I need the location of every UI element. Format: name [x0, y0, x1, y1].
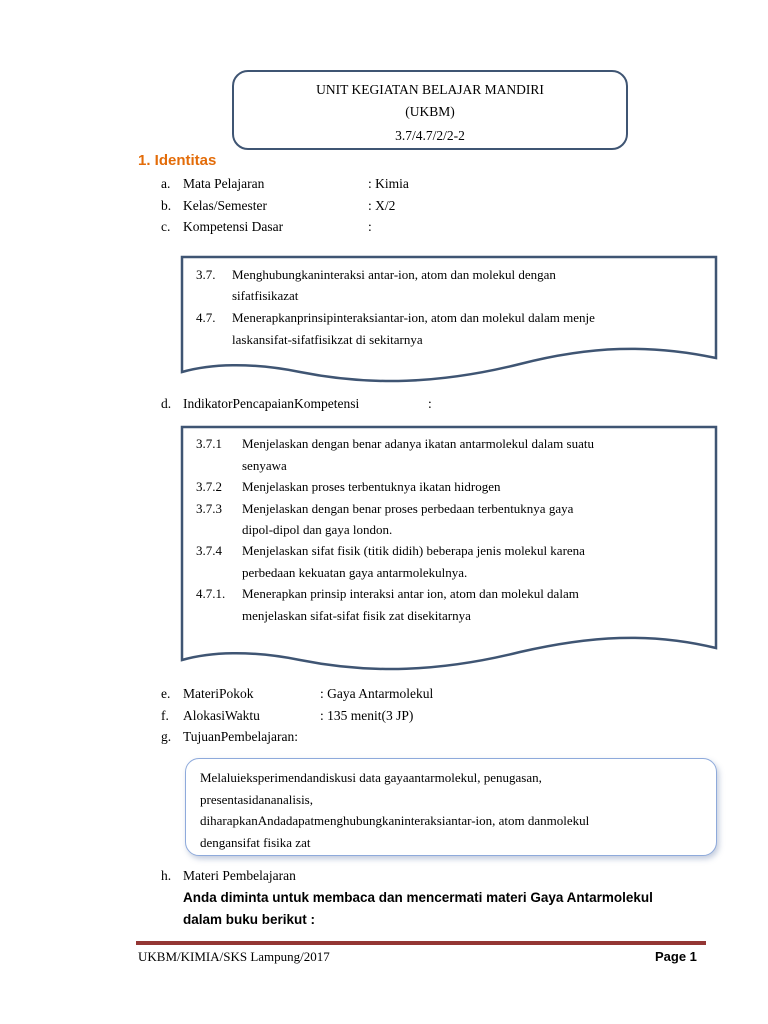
materi-label: Materi Pembelajaran: [183, 868, 296, 883]
kd-item-number: 4.7.: [196, 310, 216, 325]
identity-letter: b.: [161, 198, 172, 213]
tujuan-line: presentasidananalisis,: [200, 791, 313, 807]
kd-item-text-cont: sifatfisikazat: [232, 288, 299, 303]
ipk-item-text: Menerapkan prinsip interaksi antar ion, atom dan molekul dalam: [242, 586, 579, 601]
section-heading: 1. Identitas: [138, 152, 217, 169]
detail-value: : Gaya Antarmolekul: [320, 686, 434, 701]
ipk-item-text: Menjelaskan proses terbentuknya ikatan hidrogen: [242, 479, 501, 494]
identity-letter: c.: [161, 219, 171, 234]
page-number: Page 1: [655, 949, 697, 964]
footer-left-text: UKBM/KIMIA/SKS Lampung/2017: [138, 949, 330, 964]
ipk-item-number: 3.7.4: [196, 543, 222, 558]
title-line-1: UNIT KEGIATAN BELAJAR MANDIRI: [316, 82, 544, 97]
ipk-item-text-cont: menjelaskan sifat-sifat fisik zat disekitarnya: [242, 608, 471, 623]
ipk-item-text-cont: senyawa: [242, 458, 287, 473]
ipk-item-number: 3.7.3: [196, 501, 222, 516]
kd-item-text: Menghubungkaninteraksi antar-ion, atom dan molekul dengan: [232, 267, 556, 282]
tujuan-line: Melaluieksperimendandiskusi data gayaantarmolekul, penugasan,: [200, 770, 542, 785]
ipk-item-text: Menjelaskan dengan benar adanya ikatan antarmolekul dalam suatu: [242, 436, 594, 451]
footer-divider: [136, 941, 706, 945]
ipk-item-text-cont: dipol-dipol dan gaya london.: [242, 522, 393, 537]
ipk-item-number: 3.7.2: [196, 479, 222, 494]
identity-value: : X/2: [368, 198, 396, 213]
ipk-item-text: Menjelaskan dengan benar proses perbedaan terbentuknya gaya: [242, 501, 574, 516]
ipk-item-text-cont: perbedaan kekuatan gaya antarmolekulnya.: [242, 565, 468, 580]
title-line-2: (UKBM): [405, 104, 455, 119]
materi-letter: h.: [161, 868, 172, 883]
kd-item-number: 3.7.: [196, 267, 216, 282]
detail-label: TujuanPembelajaran:: [183, 729, 298, 744]
kd-box: [196, 264, 706, 354]
identity-value: :: [368, 219, 372, 234]
indikator-label: IndikatorPencapaianKompetensi: [183, 396, 360, 411]
detail-letter: e.: [161, 686, 171, 701]
tujuan-line: dengansifat fisika zat: [200, 834, 311, 850]
indikator-colon: :: [428, 396, 432, 411]
indikator-letter: d.: [161, 396, 172, 411]
materi-instruction: Anda diminta untuk membaca dan mencermati materi Gaya Antarmolekul: [183, 890, 653, 905]
identity-value: : Kimia: [368, 176, 409, 191]
identity-label: Mata Pelajaran: [183, 176, 265, 191]
detail-label: MateriPokok: [183, 686, 254, 701]
kd-item-text: Menerapkanprinsipinteraksiantar-ion, atom dan molekul dalam menje: [232, 310, 595, 325]
ipk-item-number: 4.7.1.: [196, 586, 226, 601]
tujuan-text: [200, 767, 589, 853]
detail-value: : 135 menit(3 JP): [320, 708, 414, 723]
identity-label: Kompetensi Dasar: [183, 219, 284, 234]
detail-label: AlokasiWaktu: [183, 708, 260, 723]
identity-letter: a.: [161, 176, 171, 191]
detail-letter: g.: [161, 729, 172, 744]
tujuan-box: [185, 758, 717, 856]
ipk-box: [196, 433, 708, 633]
title-box: [232, 70, 628, 150]
ipk-item-text: Menjelaskan sifat fisik (titik didih) beberapa jenis molekul karena: [242, 543, 585, 558]
tujuan-line: diharapkanAndadapatmenghubungkaninteraksiantar-ion, atom danmolekul: [200, 813, 590, 828]
materi-instruction-cont: dalam buku berikut :: [183, 912, 316, 927]
ipk-item-number: 3.7.1: [196, 436, 222, 451]
kd-item-text-cont: laskansifat-sifatfisikzat di sekitarnya: [232, 332, 423, 347]
title-line-3: 3.7/4.7/2/2-2: [395, 128, 465, 143]
detail-letter: f.: [161, 708, 169, 723]
identity-label: Kelas/Semester: [183, 198, 267, 213]
